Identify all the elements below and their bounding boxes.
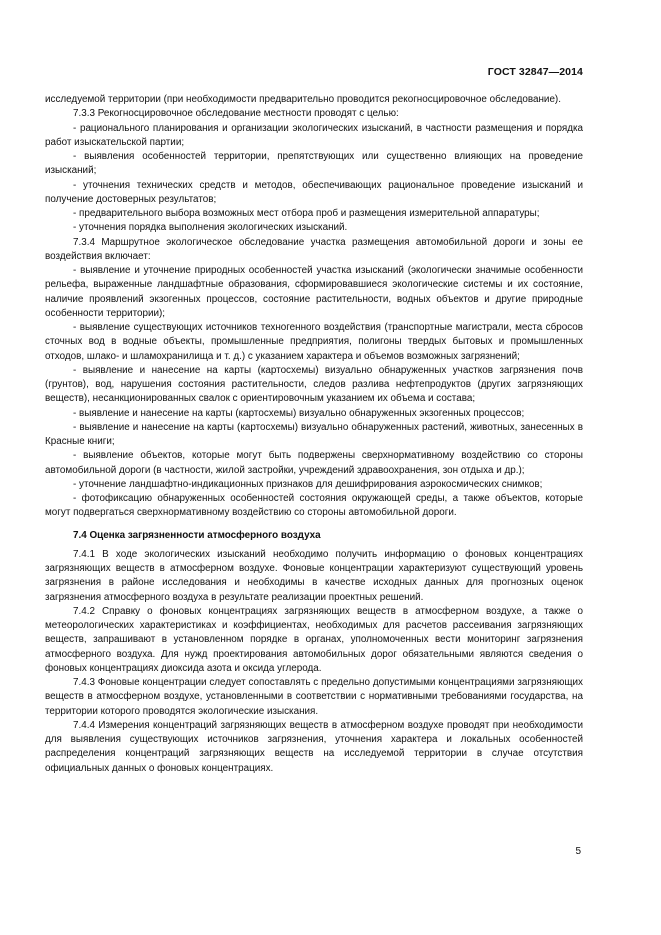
paragraph: - рационального планирования и организации экологических изысканий, в частности размещения и порядка работ изыскательской партии; [45, 122, 583, 148]
paragraph: - уточнения порядка выполнения экологических изысканий. [73, 222, 348, 234]
paragraph: - выявление и нанесение на карты (картосхемы) визуально обнаруженных растений, животных, занесенных в Красные книги; [45, 421, 583, 447]
paragraph: 7.4.4 Измерения концентраций загрязняющих веществ в атмосферном воздухе проводят при необходимости для выявления существующих источников загрязнения, уточнения характера и локальных особенностей распределения концентраций загрязняющих веществ на исследуемой территории в случае отсутствия официальных данных о фоновых концентрациях. [45, 719, 583, 774]
paragraph: - выявление существующих источников техногенного воздействия (транспортные магистрали, места сбросов сточных вод в водные объекты, промышленные предприятия, полигоны твердых бытовых и промышленных отходов, шлако- и шламохранилища и т. д.) с указанием характера и объемов возможных загрязнений; [45, 322, 583, 362]
paragraph: - уточнения технических средств и методов, обеспечивающих рациональное проведение изысканий и получение достоверных результатов; [45, 179, 583, 205]
paragraph: - предварительного выбора возможных мест отбора проб и размещения измерительной аппаратуры; [73, 208, 540, 219]
standard-code: ГОСТ 32847—2014 [487, 66, 583, 78]
paragraph: - выявление и нанесение на карты (картосхемы) визуально обнаруженных участков загрязнения почв (грунтов), вод, нарушения состояния растительности, следов разлива нефтепродуктов (других загрязняющих веществ), несанкционированных свалок с ориентировочным указанием их объема и состава; [45, 364, 583, 405]
paragraph: - уточнение ландшафтно-индикационных признаков для дешифрирования аэрокосмических снимков; [73, 478, 543, 490]
paragraph: - фотофиксацию обнаруженных особенностей состояния окружающей среды, а также объектов, которые могут подвергаться сверхнормативному воздействию со стороны автомобильной дороги. [45, 493, 583, 519]
paragraph: 7.4.1 В ходе экологических изысканий необходимо получить информацию о фоновых концентрациях загрязняющих веществ в атмосферном воздухе. Фоновые концентрации характеризуют существующий уровень загрязнения в районе исследования и необходимы в качестве исходных данных для прогнозных оценок загрязнения атмосферного воздуха в результате реализации проектных решений. [45, 548, 583, 603]
paragraph: 7.4.3 Фоновые концентрации следует сопоставлять с предельно допустимыми концентрациями загрязняющих веществ в атмосферном воздухе, установленными в соответствии с нормативными требованиями государства, на территории которого проводятся экологические изыскания. [45, 677, 583, 717]
paragraph: 7.3.4 Маршрутное экологическое обследование участка размещения автомобильной дороги и зоны ее воздействия включает: [45, 236, 583, 262]
paragraph: - выявление объектов, которые могут быть подвержены сверхнормативному воздействию со стороны автомобильной дороги (в частности, жилой застройки, учреждений здравоохранения, зон отдыха и др.); [45, 450, 583, 476]
paragraph: - выявление и уточнение природных особенностей участка изысканий (экологически значимые особенности рельефа, выраженные ландшафтные образования, сформировавшиеся экологические системы и их состояние, наличие проявлений экзогенных процессов, состояние растительности, водных объектов и другие природные особенности территории); [45, 265, 583, 319]
paragraph: 7.3.3 Рекогносцировочное обследование местности проводят с целью: [73, 108, 399, 120]
document-body [45, 93, 583, 776]
paragraphs-top [45, 93, 583, 521]
paragraphs-bottom [45, 548, 583, 776]
section-heading: 7.4 Оценка загрязненности атмосферного воздуха [73, 529, 321, 541]
paragraph: - выявление и нанесение на карты (картосхемы) визуально обнаруженных экзогенных процессов; [73, 407, 525, 419]
page-number: 5 [575, 846, 581, 857]
paragraph: 7.4.2 Справку о фоновых концентрациях загрязняющих веществ в атмосферном воздухе, а также о метеорологических характеристиках и коэффициентах, необходимых для расчетов рассеивания загрязняющих веществ, запрашивают в установленном порядке в органах, уполномоченных вести мониторинг загрязнения атмосферного воздуха. Для нужд проектирования автомобильных дорог обязательными являются сведения о фоновых концентрациях диоксида азота и оксида углерода. [45, 605, 583, 674]
paragraph: - выявления особенностей территории, препятствующих или существенно влияющих на проведение изысканий; [45, 151, 583, 177]
paragraph: исследуемой территории (при необходимости предварительно проводится рекогносцировочное обследование). [45, 94, 561, 105]
